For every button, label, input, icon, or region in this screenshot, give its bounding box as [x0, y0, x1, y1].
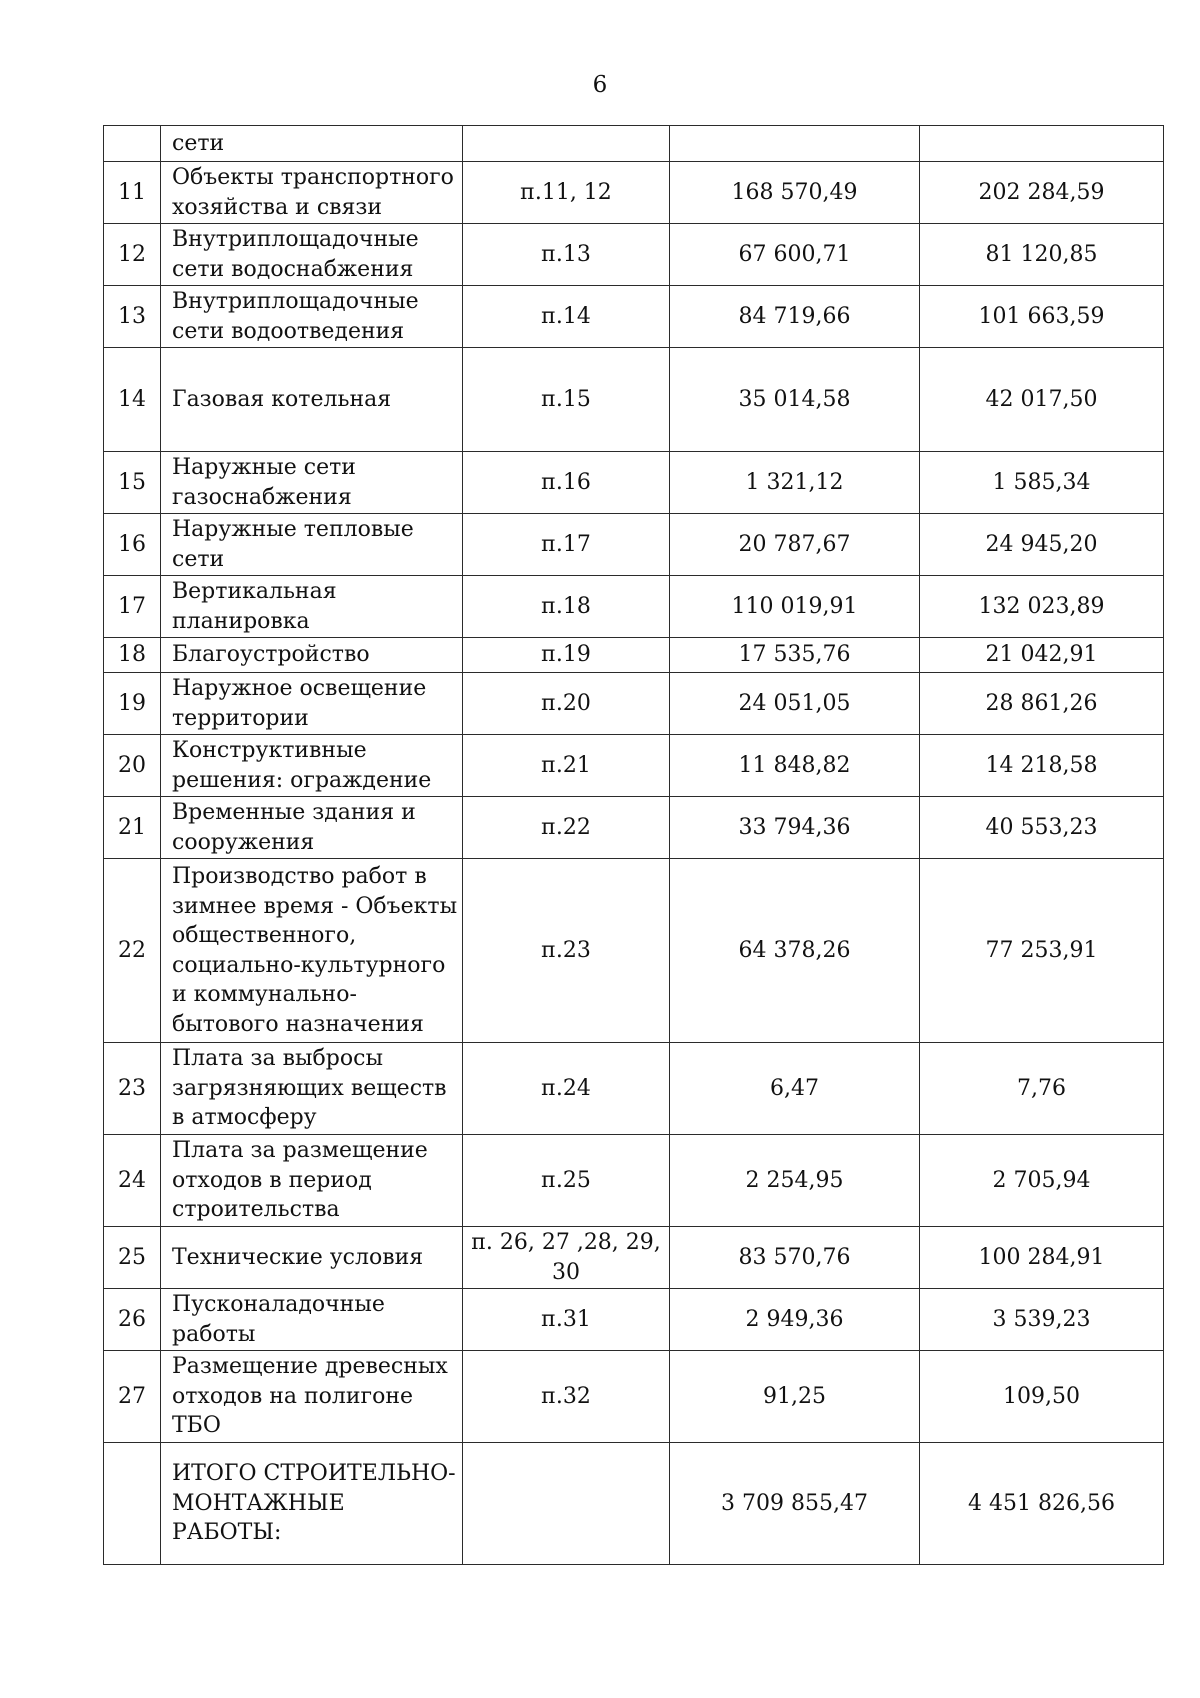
item-name-cell: Технические условия [161, 1227, 463, 1289]
item-name-cell: Временные здания и сооружения [161, 797, 463, 859]
value-with-vat-cell: 109,50 [920, 1351, 1164, 1443]
value-cell: 91,25 [670, 1351, 920, 1443]
value-with-vat-cell: 81 120,85 [920, 224, 1164, 286]
reference-cell: п.25 [463, 1135, 670, 1227]
value-with-vat-cell: 77 253,91 [920, 859, 1164, 1043]
value-with-vat-cell: 101 663,59 [920, 286, 1164, 348]
value-with-vat-cell: 100 284,91 [920, 1227, 1164, 1289]
reference-cell: п.11, 12 [463, 162, 670, 224]
value-with-vat-cell: 7,76 [920, 1043, 1164, 1135]
table-row [104, 673, 1164, 735]
page-number: 6 [592, 72, 608, 98]
table-row [104, 348, 1164, 452]
reference-cell: п.21 [463, 735, 670, 797]
value-with-vat-cell: 40 553,23 [920, 797, 1164, 859]
table-row [104, 452, 1164, 514]
value-cell: 24 051,05 [670, 673, 920, 735]
row-number-cell [104, 126, 161, 162]
row-number-cell: 27 [104, 1351, 161, 1443]
value-cell: 2 949,36 [670, 1289, 920, 1351]
row-number-cell: 20 [104, 735, 161, 797]
value-with-vat-cell: 132 023,89 [920, 576, 1164, 638]
value-with-vat-cell [920, 126, 1164, 162]
reference-cell: п.14 [463, 286, 670, 348]
value-cell: 83 570,76 [670, 1227, 920, 1289]
value-cell: 168 570,49 [670, 162, 920, 224]
item-name-cell: Объекты транспортного хозяйства и связи [161, 162, 463, 224]
table-row [104, 1135, 1164, 1227]
table-row [104, 576, 1164, 638]
row-number-cell: 18 [104, 638, 161, 673]
reference-cell: п.17 [463, 514, 670, 576]
reference-cell: п.22 [463, 797, 670, 859]
reference-cell: п.19 [463, 638, 670, 673]
item-name-cell: сети [161, 126, 463, 162]
value-with-vat-cell: 28 861,26 [920, 673, 1164, 735]
item-name-cell: Производство работ в зимнее время - Объекты общественного, социально-культурного и коммунально-бытового назначения [161, 859, 463, 1043]
row-number-cell: 26 [104, 1289, 161, 1351]
table-row [104, 1289, 1164, 1351]
table-row [104, 638, 1164, 673]
value-cell: 64 378,26 [670, 859, 920, 1043]
value-with-vat-cell: 1 585,34 [920, 452, 1164, 514]
row-number-cell: 11 [104, 162, 161, 224]
row-number-cell: 23 [104, 1043, 161, 1135]
row-number-cell: 19 [104, 673, 161, 735]
value-cell: 35 014,58 [670, 348, 920, 452]
reference-cell: п.16 [463, 452, 670, 514]
row-number-cell: 13 [104, 286, 161, 348]
table-row [104, 1043, 1164, 1135]
value-with-vat-cell: 3 539,23 [920, 1289, 1164, 1351]
row-number-cell: 21 [104, 797, 161, 859]
item-name-cell: Вертикальная планировка [161, 576, 463, 638]
item-name-cell: Внутриплощадочные сети водоснабжения [161, 224, 463, 286]
table-row [104, 1443, 1164, 1565]
table-row [104, 162, 1164, 224]
value-cell: 84 719,66 [670, 286, 920, 348]
value-cell: 3 709 855,47 [670, 1443, 920, 1565]
row-number-cell: 16 [104, 514, 161, 576]
table-row [104, 1351, 1164, 1443]
value-cell: 17 535,76 [670, 638, 920, 673]
row-number-cell: 17 [104, 576, 161, 638]
item-name-cell: Размещение древесных отходов на полигоне ТБО [161, 1351, 463, 1443]
item-name-cell: Наружные тепловые сети [161, 514, 463, 576]
reference-cell: п.20 [463, 673, 670, 735]
cost-table [103, 125, 1164, 1565]
value-cell: 2 254,95 [670, 1135, 920, 1227]
table-row [104, 797, 1164, 859]
value-with-vat-cell: 2 705,94 [920, 1135, 1164, 1227]
value-cell: 110 019,91 [670, 576, 920, 638]
row-number-cell [104, 1443, 161, 1565]
reference-cell: п. 26, 27 ,28, 29, 30 [463, 1227, 670, 1289]
item-name-cell: ИТОГО СТРОИТЕЛЬНО-МОНТАЖНЫЕ РАБОТЫ: [161, 1443, 463, 1565]
table-row [104, 286, 1164, 348]
value-with-vat-cell: 14 218,58 [920, 735, 1164, 797]
table-row [104, 514, 1164, 576]
item-name-cell: Наружные сети газоснабжения [161, 452, 463, 514]
table-row [104, 224, 1164, 286]
table-row [104, 735, 1164, 797]
value-with-vat-cell: 42 017,50 [920, 348, 1164, 452]
reference-cell: п.15 [463, 348, 670, 452]
reference-cell: п.32 [463, 1351, 670, 1443]
value-cell: 67 600,71 [670, 224, 920, 286]
reference-cell [463, 1443, 670, 1565]
reference-cell: п.13 [463, 224, 670, 286]
row-number-cell: 25 [104, 1227, 161, 1289]
item-name-cell: Внутриплощадочные сети водоотведения [161, 286, 463, 348]
row-number-cell: 14 [104, 348, 161, 452]
item-name-cell: Конструктивные решения: ограждение [161, 735, 463, 797]
reference-cell [463, 126, 670, 162]
value-cell: 33 794,36 [670, 797, 920, 859]
value-cell: 6,47 [670, 1043, 920, 1135]
reference-cell: п.24 [463, 1043, 670, 1135]
value-cell: 1 321,12 [670, 452, 920, 514]
row-number-cell: 24 [104, 1135, 161, 1227]
table-row [104, 859, 1164, 1043]
item-name-cell: Наружное освещение территории [161, 673, 463, 735]
value-with-vat-cell: 4 451 826,56 [920, 1443, 1164, 1565]
value-with-vat-cell: 24 945,20 [920, 514, 1164, 576]
item-name-cell: Пусконаладочные работы [161, 1289, 463, 1351]
table-row [104, 126, 1164, 162]
item-name-cell: Благоустройство [161, 638, 463, 673]
item-name-cell: Плата за выбросы загрязняющих веществ в атмосферу [161, 1043, 463, 1135]
row-number-cell: 22 [104, 859, 161, 1043]
reference-cell: п.18 [463, 576, 670, 638]
item-name-cell: Газовая котельная [161, 348, 463, 452]
value-cell: 11 848,82 [670, 735, 920, 797]
row-number-cell: 12 [104, 224, 161, 286]
item-name-cell: Плата за размещение отходов в период строительства [161, 1135, 463, 1227]
value-cell: 20 787,67 [670, 514, 920, 576]
value-with-vat-cell: 202 284,59 [920, 162, 1164, 224]
reference-cell: п.23 [463, 859, 670, 1043]
table-row [104, 1227, 1164, 1289]
reference-cell: п.31 [463, 1289, 670, 1351]
value-with-vat-cell: 21 042,91 [920, 638, 1164, 673]
value-cell [670, 126, 920, 162]
row-number-cell: 15 [104, 452, 161, 514]
